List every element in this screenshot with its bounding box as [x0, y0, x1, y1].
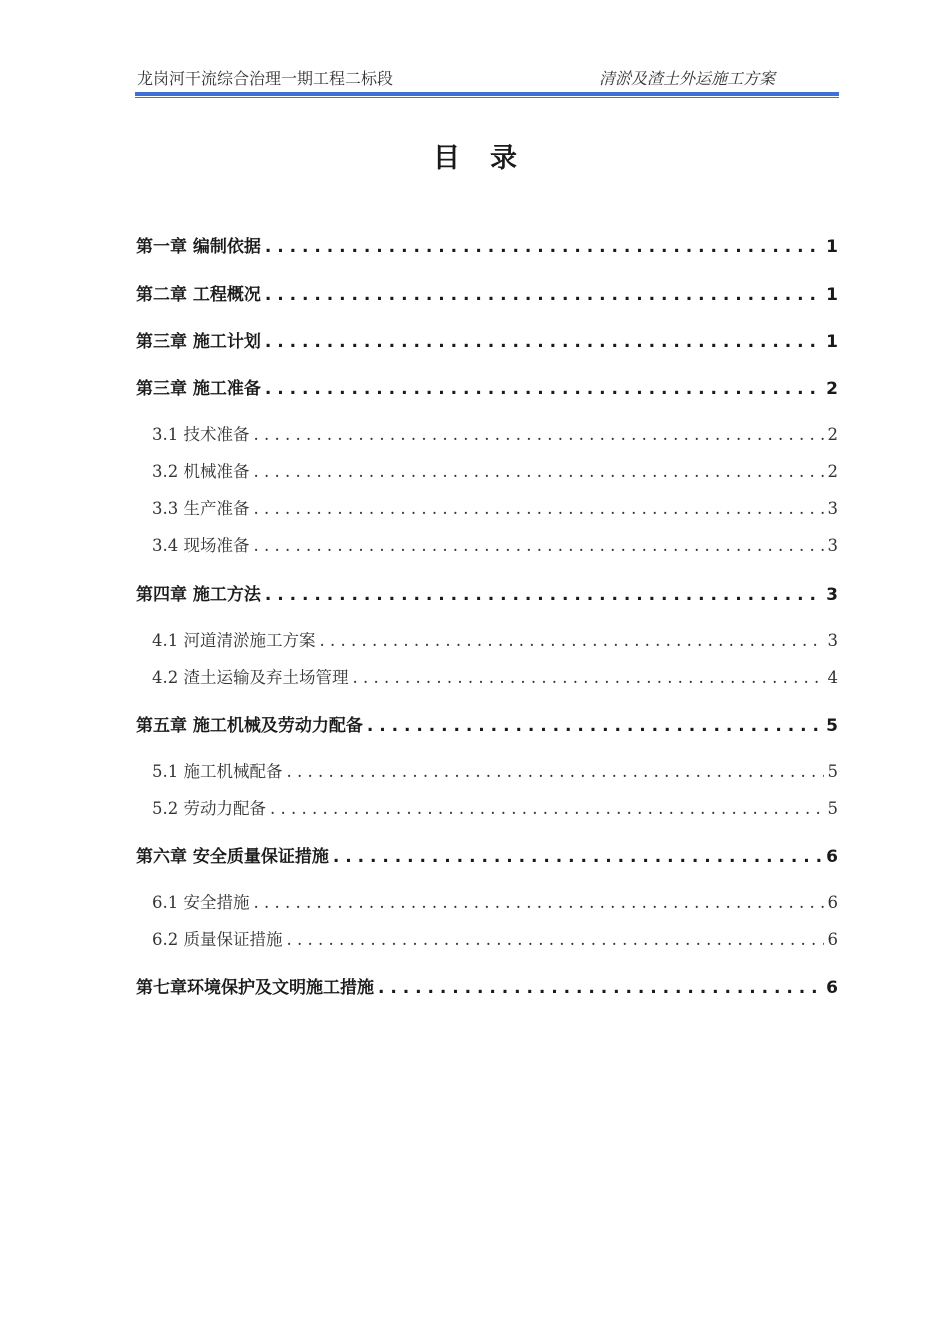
toc-entry-label: 第五章 施工机械及劳动力配备: [136, 716, 363, 736]
toc-entry-page: 5: [827, 762, 838, 781]
toc-entry-page: 2: [826, 379, 838, 399]
toc-entry-page: 5: [827, 799, 838, 818]
toc-leader-dots: [287, 762, 824, 781]
toc-entry-label: 3.2 机械准备: [152, 462, 250, 481]
toc-entry[interactable]: [136, 973, 838, 998]
toc-entry-label: 3.4 现场准备: [152, 536, 250, 555]
header-project-name: 龙岗河干流综合治理一期工程二标段: [137, 69, 394, 88]
toc-leader-dots: [265, 379, 822, 399]
toc-entry[interactable]: [136, 232, 838, 257]
toc-entry-page: 2: [827, 425, 838, 444]
toc-leader-dots: [254, 499, 824, 518]
toc-leader-dots: [320, 631, 824, 650]
toc-entry-label: 3.1 技术准备: [152, 425, 250, 444]
toc-entry-label: 6.2 质量保证措施: [152, 930, 283, 949]
toc-entry-label: 第三章 施工准备: [136, 379, 261, 399]
toc-entry[interactable]: [136, 580, 838, 605]
toc-entry-label: 第一章 编制依据: [136, 237, 261, 257]
toc-entry-page: 3: [827, 631, 838, 650]
toc-leader-dots: [287, 930, 824, 949]
toc-leader-dots: [265, 237, 822, 257]
toc-entry-page: 4: [827, 668, 838, 687]
toc-entry-page: 3: [827, 499, 838, 518]
toc-entry-label: 第二章 工程概况: [136, 285, 261, 305]
toc-entry[interactable]: [152, 664, 838, 688]
toc-leader-dots: [254, 893, 824, 912]
toc-leader-dots: [254, 425, 824, 444]
toc-entry[interactable]: [152, 627, 838, 651]
toc-entry-page: 3: [826, 585, 838, 605]
toc-leader-dots: [333, 847, 822, 867]
toc-entry[interactable]: [152, 532, 838, 556]
toc-entry-label: 4.2 渣土运输及弃土场管理: [152, 668, 349, 687]
toc-leader-dots: [265, 332, 822, 352]
toc-entry[interactable]: [152, 926, 838, 950]
toc-title: 目录: [433, 143, 547, 174]
toc-entry-page: 2: [827, 462, 838, 481]
toc-entry[interactable]: [152, 758, 838, 782]
toc-leader-dots: [353, 668, 824, 687]
toc-entry-label: 第四章 施工方法: [136, 585, 261, 605]
toc-entry-page: 6: [827, 893, 838, 912]
header-rule-thin: [135, 97, 839, 98]
toc-entry[interactable]: [136, 280, 838, 305]
toc-leader-dots: [270, 799, 824, 818]
toc-entry[interactable]: [152, 495, 838, 519]
header-rule: [135, 92, 839, 96]
toc-entry[interactable]: [152, 421, 838, 445]
toc-entry[interactable]: [152, 889, 838, 913]
toc-entry[interactable]: [152, 795, 838, 819]
toc-entry-page: 1: [826, 285, 838, 305]
toc-entry-page: 6: [826, 978, 838, 998]
toc-leader-dots: [367, 716, 822, 736]
toc-entry-label: 4.1 河道清淤施工方案: [152, 631, 316, 650]
toc-leader-dots: [265, 585, 822, 605]
toc-entry-label: 第三章 施工计划: [136, 332, 261, 352]
page-header: [135, 66, 839, 90]
toc-leader-dots: [265, 285, 822, 305]
toc-entry-page: 6: [827, 930, 838, 949]
header-document-title: 清淤及渣土外运施工方案: [598, 69, 775, 88]
toc-entry-page: 6: [826, 847, 838, 867]
toc-entry-label: 第七章环境保护及文明施工措施: [136, 978, 374, 998]
toc-entry-page: 1: [826, 237, 838, 257]
toc-entry[interactable]: [136, 711, 838, 736]
toc-entry[interactable]: [136, 374, 838, 399]
toc-entry-label: 6.1 安全措施: [152, 893, 250, 912]
toc-entry[interactable]: [136, 842, 838, 867]
toc-leader-dots: [378, 978, 822, 998]
toc-entry-page: 3: [827, 536, 838, 555]
toc-entry-label: 5.1 施工机械配备: [152, 762, 283, 781]
toc-entry-page: 1: [826, 332, 838, 352]
toc-entry-label: 第六章 安全质量保证措施: [136, 847, 329, 867]
toc-entry[interactable]: [136, 327, 838, 352]
toc-entry-page: 5: [826, 716, 838, 736]
toc-entry[interactable]: [152, 458, 838, 482]
toc-entry-label: 3.3 生产准备: [152, 499, 250, 518]
toc-leader-dots: [254, 536, 824, 555]
toc-entry-label: 5.2 劳动力配备: [152, 799, 266, 818]
toc-leader-dots: [254, 462, 824, 481]
